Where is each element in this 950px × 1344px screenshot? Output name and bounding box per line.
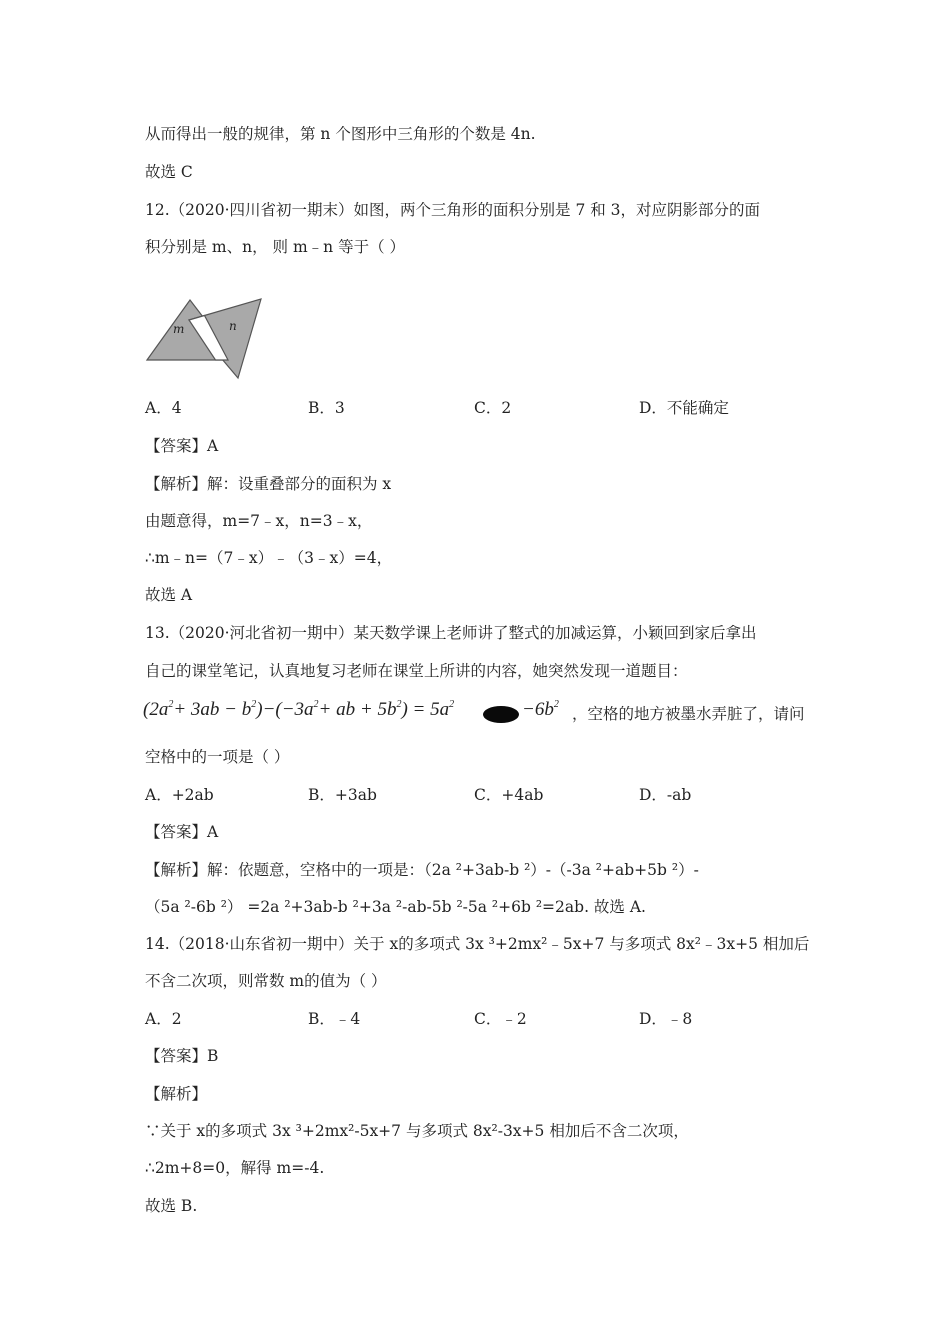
explanation: 由题意得，m=7﹣x，n=3﹣x， — [145, 512, 373, 530]
explanation: ∴2m+8=0，解得 m=-4. — [145, 1159, 325, 1177]
explanation: ∵关于 x的多项式 3x ³+2mx²-5x+7 与多项式 8x²-3x+5 相加后不含二次项， — [145, 1122, 689, 1140]
explanation-label: 【解析】 — [145, 1085, 208, 1103]
explanation: 【解析】解：依题意，空格中的一项是：（2a ²+3ab-b ²）-（-3a ²+ab+5b ²）- — [145, 861, 699, 879]
answer-label: 【答案】A — [145, 823, 219, 841]
option-d: D．﹣8 — [639, 1010, 693, 1028]
option-b: B．3 — [308, 399, 345, 417]
option-c: C．﹣2 — [474, 1010, 527, 1028]
question-13-stem: 13.（2020·河北省初一期中）某天数学课上老师讲了整式的加减运算，小颖回到家后拿出 — [145, 624, 757, 642]
triangles-figure — [143, 298, 273, 384]
question-12-stem: 12.（2020·四川省初一期末）如图，两个三角形的面积分别是 7 和 3，对应阴影部分的面 — [145, 201, 761, 219]
explanation: 故选 A — [145, 586, 193, 604]
option-b: B．+3ab — [308, 786, 377, 804]
option-a: A．+2ab — [145, 786, 214, 804]
option-a: A．4 — [145, 399, 182, 417]
equation-tail: $-6b^2$ — [522, 699, 559, 720]
equation: $(2a^2+ 3ab - b^2)-(-3a^2+$ ab + $5b^2) = 5a^2$ — [143, 699, 455, 720]
question-14-stem-cont: 不含二次项，则常数 m的值为（ ） — [145, 972, 387, 990]
explanation: （5a ²-6b ²） =2a ²+3ab-b ²+3a ²-ab-5b ²-5a ²+6b ²=2ab. 故选 A. — [145, 898, 646, 916]
text-line: 故选 C — [145, 163, 193, 181]
explanation: 故选 B. — [145, 1197, 198, 1215]
answer-label: 【答案】B — [145, 1047, 219, 1065]
option-d: D．-ab — [639, 786, 692, 804]
option-a: A．2 — [145, 1010, 182, 1028]
explanation: ∴m﹣n=（7﹣x）﹣（3﹣x）=4， — [145, 549, 393, 567]
option-c: C．+4ab — [474, 786, 544, 804]
question-12-stem-cont: 积分别是 m、n， 则 m﹣n 等于（ ） — [145, 238, 405, 256]
option-c: C．2 — [474, 399, 512, 417]
question-14-stem: 14.（2018·山东省初一期中）关于 x的多项式 3x ³+2mx²﹣5x+7 与多项式 8x²﹣3x+5 相加后 — [145, 935, 810, 953]
text-line: 从而得出一般的规律，第 n 个图形中三角形的个数是 4n. — [145, 125, 536, 143]
label-m: m — [173, 322, 185, 336]
option-b: B．﹣4 — [308, 1010, 361, 1028]
option-d: D．不能确定 — [639, 399, 729, 417]
label-n: n — [229, 319, 237, 333]
question-13-stem-tail: ，空格的地方被墨水弄脏了，请问 — [572, 705, 805, 723]
ink-blot — [483, 706, 519, 723]
answer-label: 【答案】A — [145, 437, 219, 455]
question-13-stem-cont: 空格中的一项是（ ） — [145, 748, 290, 766]
explanation: 【解析】解：设重叠部分的面积为 x — [145, 475, 392, 493]
question-13-stem-cont: 自己的课堂笔记，认真地复习老师在课堂上所讲的内容，她突然发现一道题目： — [145, 662, 688, 680]
